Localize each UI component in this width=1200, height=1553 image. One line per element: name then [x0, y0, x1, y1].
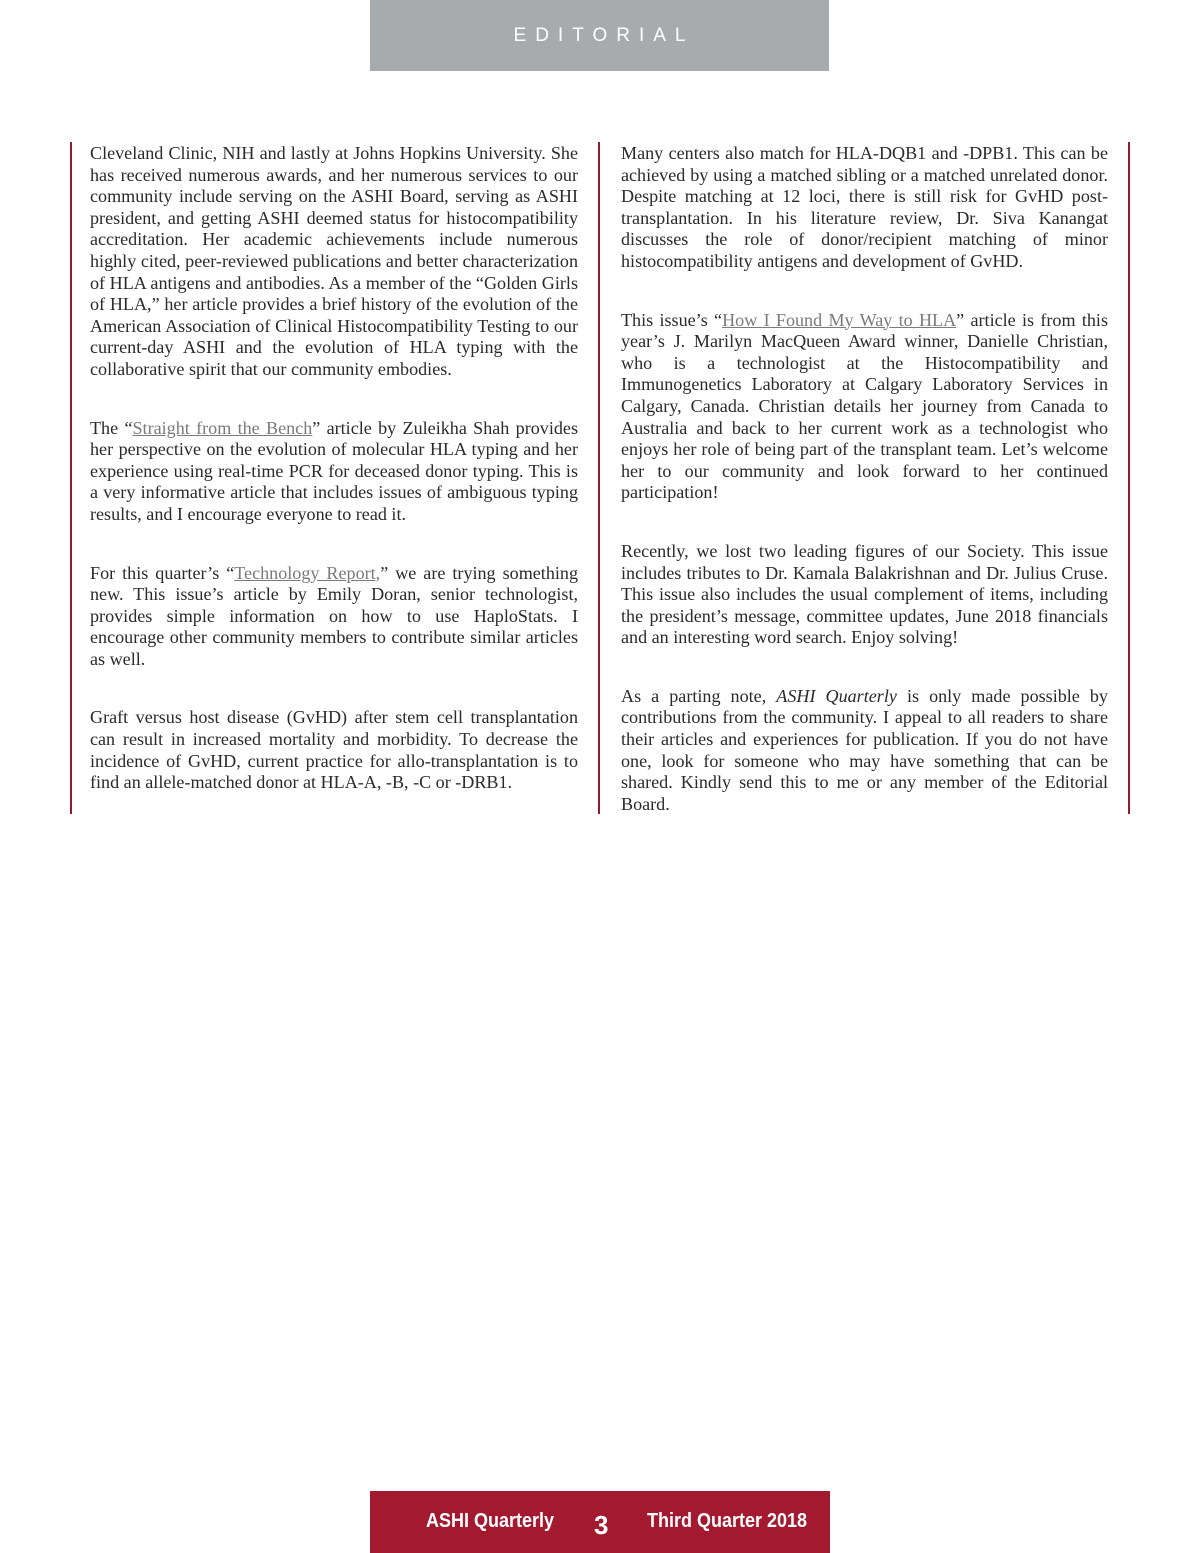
text-run: As a parting note, — [621, 685, 777, 706]
text-run: ” article is from this year’s J. Marilyn MacQueen Award winner, Danielle Christian, who is a technologist at the Histocompatibility and Immunogenetics Laboratory at Calgary Laboratory Services in Calgary, Canada. Christian details her journey from Canada to Australia and back to her current work as a technologist who enjoys her role of being part of the transplant team. Let’s welcome her to our community and look forward to her continued participation! — [621, 309, 1108, 503]
paragraph: Many centers also match for HLA-DQB1 and -DPB1. This can be achieved by using a matched sibling or a matched unrelated donor. Despite matching at 12 loci, there is still risk for GvHD post-transplantation. In his literature review, Dr. Siva Kanangat discusses the role of donor/recipient matching of minor histocompatibility antigens and development of GvHD. — [621, 143, 1108, 271]
text-run: For this quarter’s “ — [90, 562, 235, 583]
paragraph: Cleveland Clinic, NIH and lastly at Johns Hopkins University. She has received numerous awards, and her numerous services to our community include serving on the ASHI Board, serving as ASHI president, and getting ASHI deemed status for histocompatibility accreditation. Her academic achievements include numerous highly cited, peer-reviewed publications and better characterization of HLA antigens and antibodies. As a member of the “Golden Girls of HLA,” her article provides a brief history of the evolution of the American Association of Clinical Histocompatibility Testing to our current-day ASHI and the evolution of HLA typing with the collaborative spirit that our community embodies. — [90, 143, 578, 379]
paragraph: Graft versus host disease (GvHD) after stem cell transplantation can result in increased mortality and morbidity. To decrease the incidence of GvHD, current practice for allo-transplantation is to find an allele-matched donor at HLA-A, -B, -C or -DRB1. — [90, 707, 578, 793]
how-i-found-my-way-to-hla-link[interactable]: How I Found My Way to HLA — [722, 309, 957, 330]
text-run: The “ — [90, 417, 133, 438]
page-footer — [370, 1491, 830, 1553]
technology-report-link[interactable]: Technology Report, — [234, 562, 381, 583]
text-run: ” article by Zuleikha Shah provides her perspective on the evolution of molecular HLA typing and her experience using real-time PCR for deceased donor typing. This is a very informative article that includes issues of ambiguous typing results, and I encourage everyone to read it. — [90, 417, 578, 524]
section-header-tab — [370, 0, 829, 71]
right-column — [600, 142, 1130, 814]
publication-title: ASHI Quarterly — [776, 685, 897, 706]
paragraph — [90, 418, 578, 526]
paragraph — [621, 686, 1108, 816]
section-label: EDITORIAL — [513, 24, 695, 46]
footer-issue: Third Quarter 2018 — [647, 1510, 808, 1532]
footer-publication: ASHI Quarterly — [426, 1510, 555, 1532]
text-run: ” we are trying something new. This issue’s article by Emily Doran, senior technologist, provides simple information on how to use HaploStats. I encourage other community members to contribute similar articles as well. — [90, 562, 578, 669]
text-run: is only made possible by contributions from the community. I appeal to all readers to share their articles and experiences for publication. If you do not have one, look for someone who may have something that can be shared. Kindly send this to me or any member of the Editorial Board. — [621, 685, 1108, 814]
paragraph — [621, 310, 1108, 504]
left-column — [70, 142, 600, 814]
straight-from-the-bench-link[interactable]: Straight from the Bench — [132, 417, 313, 438]
paragraph: Recently, we lost two leading figures of our Society. This issue includes tributes to Dr. Kamala Balakrishnan and Dr. Julius Cruse. This issue also includes the usual complement of items, including the president’s message, committee updates, June 2018 financials and an interesting word search. Enjoy solving! — [621, 540, 1108, 648]
paragraph — [90, 563, 578, 671]
text-run: This issue’s “ — [621, 309, 723, 330]
page-number: 3 — [594, 1510, 609, 1540]
